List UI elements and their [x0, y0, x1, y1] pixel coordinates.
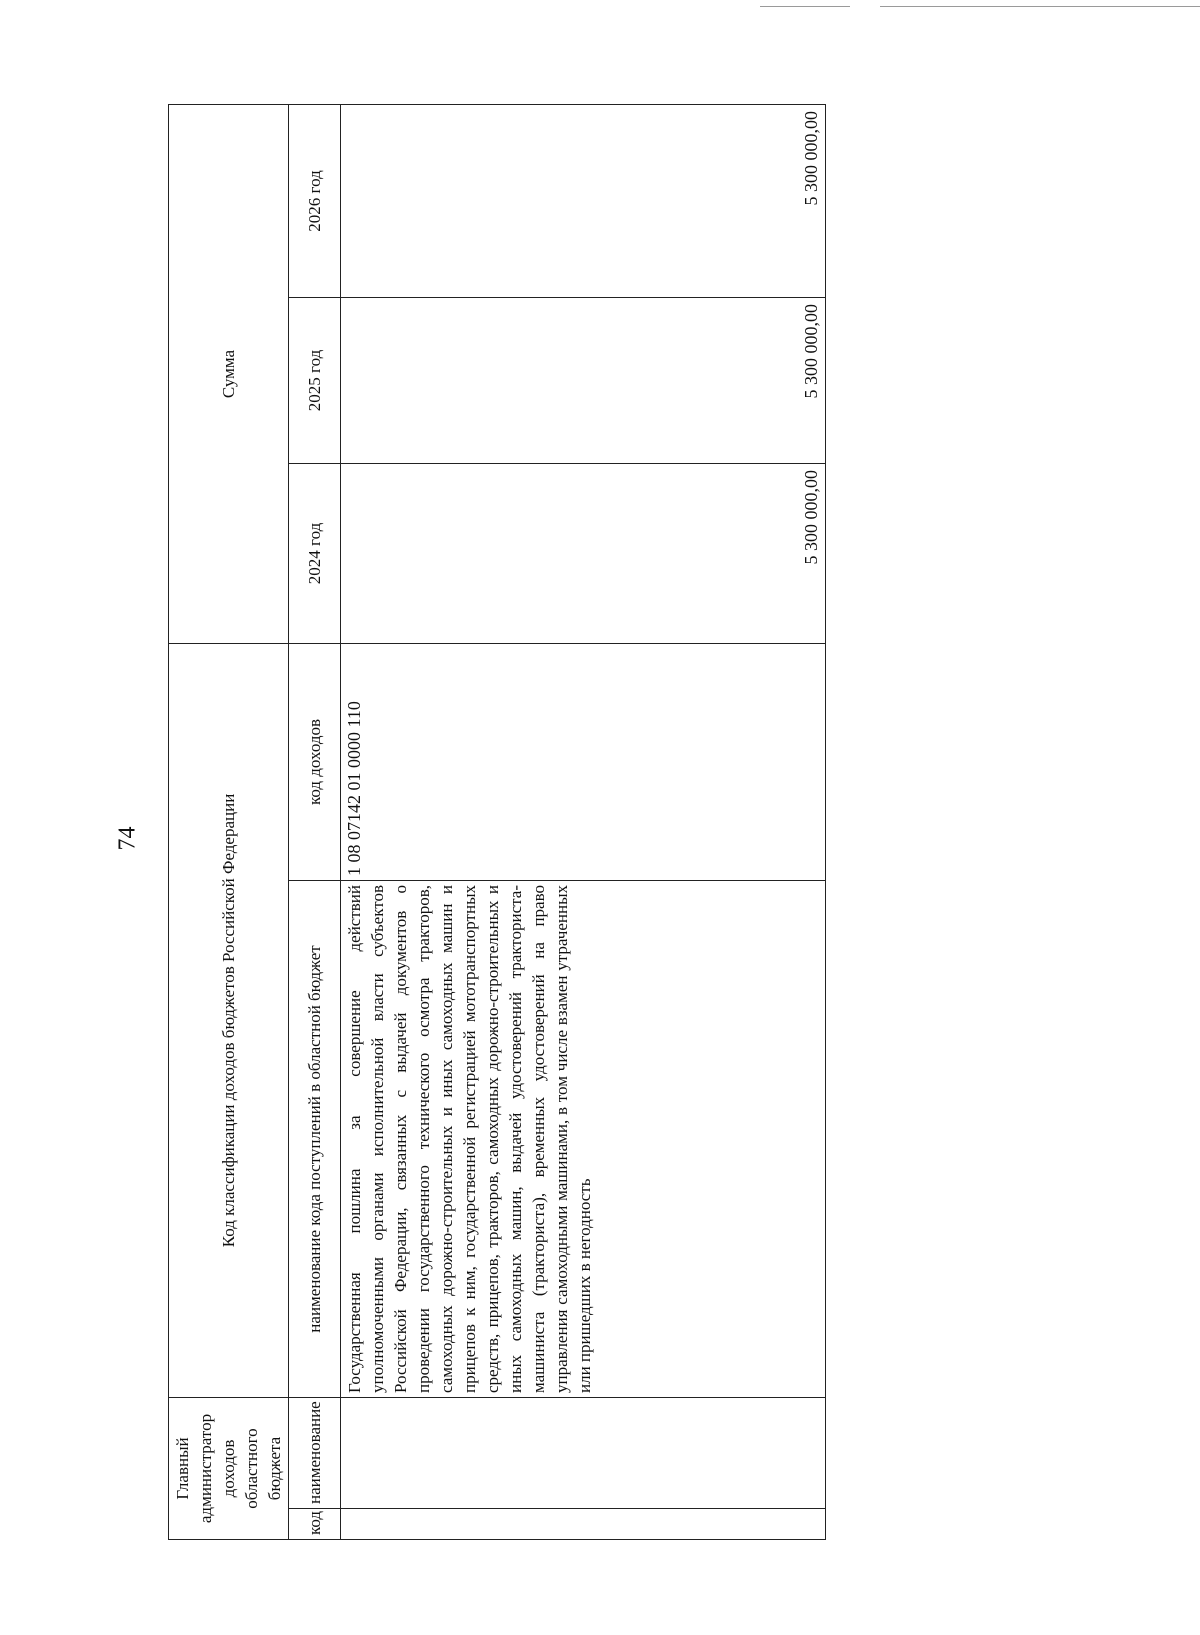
cell-sum-2026: 5 300 000,00	[341, 104, 826, 297]
header-admin-name: наименование	[289, 1398, 341, 1509]
cell-admin-name	[341, 1398, 826, 1509]
header-admin-code: код	[289, 1509, 341, 1540]
rotated-table-container	[168, 105, 826, 1540]
header-year-2025: 2025 год	[289, 297, 341, 463]
cell-sum-2024: 5 300 000,00	[341, 463, 826, 643]
header-year-2026: 2026 год	[289, 104, 341, 297]
header-income-code: код доходов	[289, 643, 341, 880]
header-admin-group: Главный администратор доходов областного бюджета	[169, 1398, 289, 1540]
cell-income-name: Государственная пошлина за совершение действий уполномоченными органами исполнительной власти субъектов Российской Федерации, связанных с выдачей документов о проведении государственного технического осмотра тракторов, самоходных дорожно-строительных и иных самоходных машин и прицепов к ним, государственной регистрацией мототранспортных средств, прицепов, тракторов, самоходных дорожно-строительных и иных самоходных машин, выдачей удостоверений тракториста-машиниста (тракториста), временных удостоверений на право управления самоходными машинами, в том числе взамен утраченных или пришедших в негодность	[341, 881, 826, 1398]
cell-sum-2025: 5 300 000,00	[341, 297, 826, 463]
header-sum-group: Сумма	[169, 104, 289, 643]
table-row	[341, 104, 826, 1539]
cell-income-code: 1 08 07142 01 0000 110	[341, 643, 826, 880]
header-classification-group: Код классификации доходов бюджетов Российской Федерации	[169, 643, 289, 1397]
header-year-2024: 2024 год	[289, 463, 341, 643]
budget-income-table	[168, 104, 826, 1540]
scan-edge-mark	[880, 6, 1200, 7]
cell-admin-code	[341, 1509, 826, 1540]
page-number: 74	[114, 826, 141, 851]
scan-edge-mark	[760, 6, 850, 7]
header-income-name: наименование кода поступлений в областной бюджет	[289, 881, 341, 1398]
